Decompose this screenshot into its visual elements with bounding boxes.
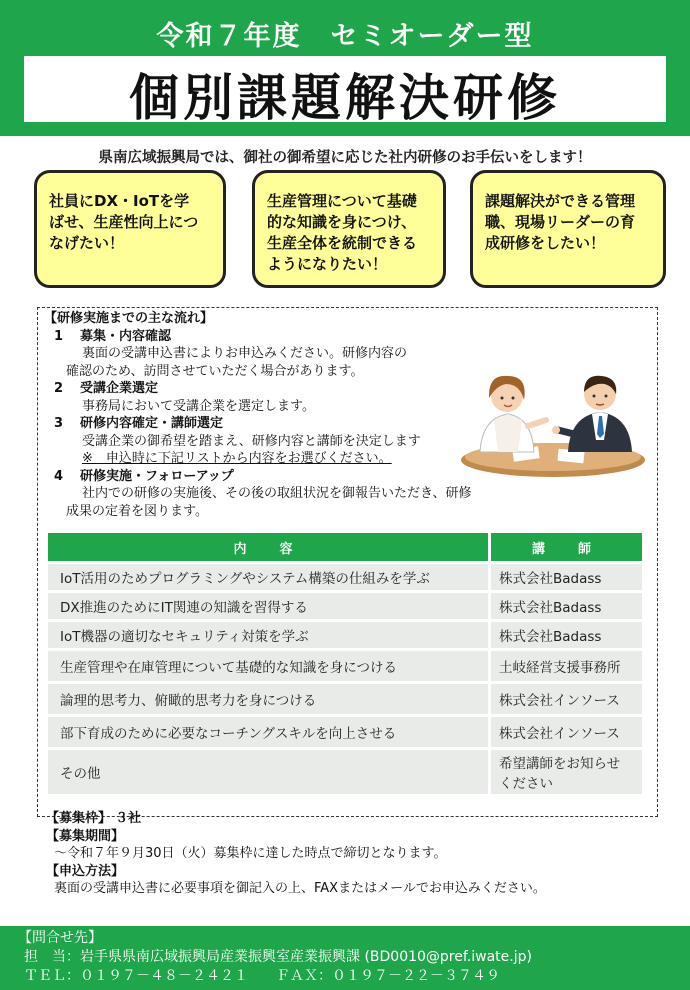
process-flow xyxy=(44,310,504,520)
contact-footer xyxy=(0,926,690,990)
course-instructor xyxy=(488,750,642,794)
period-value: ～令和７年９月30日（火）募集枠に達した時点で締切となります。 xyxy=(54,846,447,861)
instructor-line: ください xyxy=(499,776,553,792)
quota-value: ３社 xyxy=(115,811,142,826)
step-desc: 裏面の受講申込書によりお申込みください。研修内容の xyxy=(82,346,408,361)
flow-heading: 【研修実施までの主な流れ】 xyxy=(44,311,214,326)
table-row xyxy=(48,593,642,619)
step-title: 3 研修内容確定・講師選定 xyxy=(54,416,224,431)
bubble-line: 課題解決ができる管理 xyxy=(485,192,636,210)
course-content: その他 xyxy=(48,750,488,794)
bubble-line: ようになりたい！ xyxy=(267,255,388,273)
quota-line xyxy=(46,810,666,828)
need-bubble-management xyxy=(470,170,666,288)
bubble-line: なげたい！ xyxy=(49,234,125,252)
table-row xyxy=(48,750,642,794)
step-note: ※ 申込時に下記リストから内容をお選びください。 xyxy=(82,451,392,466)
course-content: 生産管理や在庫管理について基礎的な知識を身につける xyxy=(48,651,488,681)
intro-text: 県南広域振興局では、御社の御希望に応じた社内研修のお手伝いをします！ xyxy=(98,150,592,166)
subtitle: 令和７年度 セミオーダー型 xyxy=(156,21,534,52)
header-banner xyxy=(0,0,690,136)
course-content: IoT機器の適切なセキュリティ対策を学ぶ xyxy=(48,622,488,648)
bubble-line: 職、現場リーダーの育 xyxy=(485,213,636,231)
step-desc: 受講企業の御希望を踏まえ、研修内容と講師を決定します xyxy=(82,433,421,449)
course-content: IoT活用のためプログラミングやシステム構築の仕組みを学ぶ xyxy=(48,564,488,590)
page-title: 個別課題解決研修 xyxy=(129,68,561,127)
contact-phones: ＴＥＬ：０１９７－４８－２４２１ ＦＡＸ：０１９７－２２－３７４９ xyxy=(24,968,500,984)
col-header-instructor: 講 師 xyxy=(488,533,642,561)
period-label: 【募集期間】 xyxy=(46,828,125,844)
step-desc: 社内での研修の実施後、その後の取組状況を御報告いただき、研修 xyxy=(82,486,472,501)
table-row xyxy=(48,564,642,590)
course-instructor: 株式会社Badass xyxy=(488,622,642,648)
quota-label: 【募集枠】 xyxy=(46,811,112,826)
bubble-line: 社員にDX・IoTを学 xyxy=(49,192,190,210)
instructor-line: 希望講師をお知らせ xyxy=(499,756,621,772)
method-value: 裏面の受講申込書に必要事項を御記入の上、FAXまたはメールでお申込みください。 xyxy=(54,881,546,896)
table-row xyxy=(48,651,642,681)
course-instructor: 株式会社インソース xyxy=(488,717,642,747)
course-table xyxy=(48,530,642,797)
course-content: 部下育成のために必要なコーチングスキルを向上させる xyxy=(48,717,488,747)
need-bubble-production xyxy=(252,170,446,288)
step-title: 2 受講企業選定 xyxy=(54,381,159,396)
bubble-line: 生産全体を統制できる xyxy=(267,234,418,252)
table-row xyxy=(48,684,642,714)
course-instructor: 株式会社Badass xyxy=(488,564,642,590)
step-desc: 事務局において受講企業を選定します。 xyxy=(82,398,315,414)
bubble-line: 生産管理について基礎 xyxy=(267,192,417,210)
method-label: 【申込方法】 xyxy=(46,863,125,879)
step-title: 1 募集・内容確認 xyxy=(54,328,172,344)
need-bubble-dx xyxy=(34,170,226,288)
table-header-row xyxy=(48,533,642,561)
step-desc: 成果の定着を図ります。 xyxy=(66,503,208,519)
contact-heading: 【問合せ先】 xyxy=(18,930,102,946)
bubble-line: 的な知識を身につけ、 xyxy=(267,213,417,231)
table-row xyxy=(48,622,642,648)
course-instructor: 株式会社Badass xyxy=(488,593,642,619)
contact-person: 担 当：岩手県県南広域振興局産業振興室産業振興課 (BD0010@pref.iwate.jp) xyxy=(24,949,532,965)
step-desc: 確認のため、訪問させていただく場合があります。 xyxy=(66,363,364,379)
business-meeting-illustration xyxy=(458,360,648,480)
col-header-content: 内 容 xyxy=(48,533,488,561)
table-row xyxy=(48,717,642,747)
step-title: 4 研修実施・フォローアップ xyxy=(54,468,234,484)
course-content: DX推進のためにIT関連の知識を習得する xyxy=(48,593,488,619)
course-instructor: 株式会社インソース xyxy=(488,684,642,714)
course-instructor: 土岐経営支援事務所 xyxy=(488,651,642,681)
bubble-line: 成研修をしたい！ xyxy=(485,234,606,252)
recruitment-info xyxy=(46,810,666,898)
bubble-line: ばせ、生産性向上につ xyxy=(49,213,199,231)
course-content: 論理的思考力、俯瞰的思考力を身につける xyxy=(48,684,488,714)
